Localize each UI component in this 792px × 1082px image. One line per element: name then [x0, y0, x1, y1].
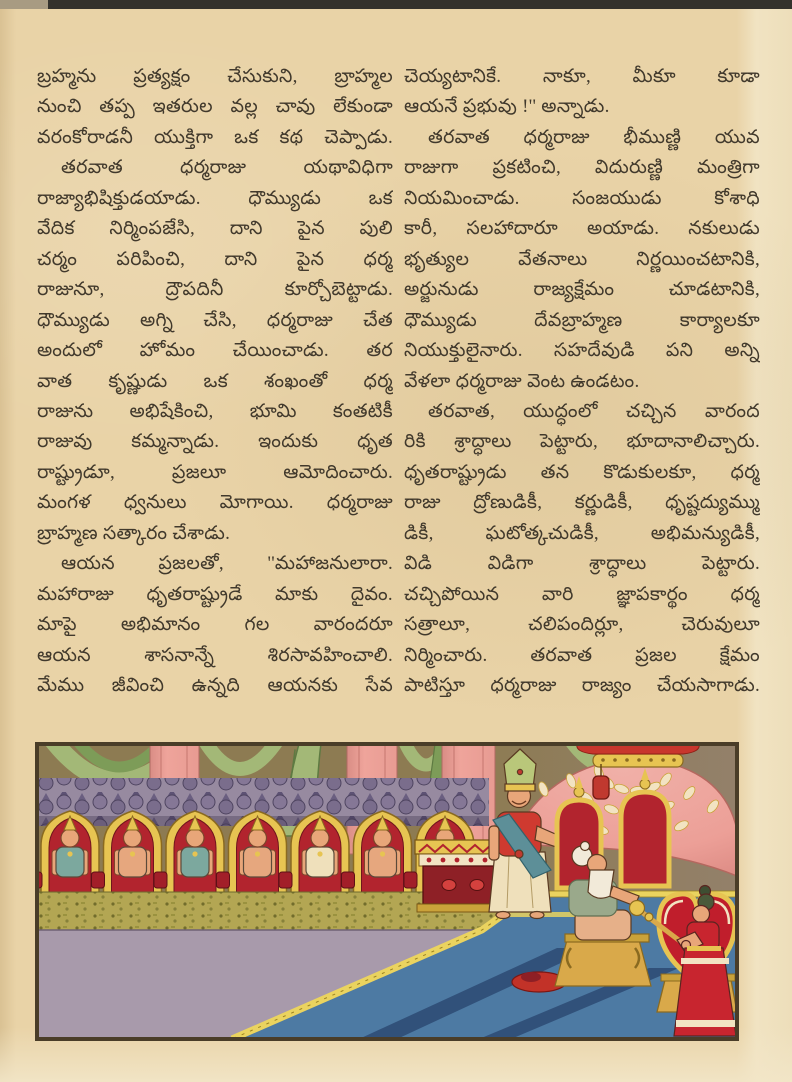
text-line: వరంకోరాడనీ యుక్తిగా ఒక కథ చెప్పాడు.	[37, 126, 393, 148]
text-line: మంగళ ధ్వనులు మోగాయి. ధర్మరాజు	[37, 492, 393, 514]
text-line: ధౌమ్యుడు దేవబ్రాహ్మణ కార్యాలకూ	[404, 309, 760, 331]
text-line: చర్మం పరిపించి, దాని పైన ధర్మ	[37, 248, 393, 270]
scan-edge-top	[48, 0, 792, 9]
text-line: ఆయన శాసనాన్నే శిరసావహించాలి.	[37, 644, 393, 666]
text-line: చచ్చిపోయిన వారి జ్ఞాపకార్థం ధర్మ	[404, 583, 760, 605]
text-line: వేళలా ధర్మరాజు వెంట ఉండటం.	[404, 370, 640, 392]
text-line: భృత్యుల వేతనాలు నిర్ణయించటానికి,	[404, 248, 760, 270]
text-line: వాత కృష్ణుడు ఒక శంఖంతో ధర్మ	[37, 370, 393, 392]
text-line: బ్రహ్మను ప్రత్యక్షం చేసుకుని, బ్రాహ్మల	[37, 66, 393, 87]
text-line: ధౌమ్యుడు అగ్ని చేసి, ధర్మరాజు చేత	[37, 309, 393, 331]
text-line: అందులో హోమం చేయించాడు. తర	[37, 340, 393, 362]
text-line: రాజునూ, ద్రౌపదినీ కూర్చోబెట్టాడు.	[37, 279, 393, 301]
text-line: తరవాత, యుద్ధంలో చచ్చిన వారంద	[428, 400, 760, 422]
text-line: వేదిక నిర్మింపజేసి, దాని పైన పులి	[37, 218, 393, 240]
text-line: ఆయన ప్రజలతో, ''మహాజనులారా.	[61, 553, 393, 575]
text-line: కారీ, సలహాదారూ అయాడు. నకులుడు	[404, 218, 760, 240]
scan-edge-top-left	[0, 0, 48, 9]
text-line: రాజ్యాభిషిక్తుడయాడు. ధౌమ్యుడు ఒక	[37, 187, 393, 209]
text-line: రాజును అభిషేకించి, భూమి కంతటికీ	[37, 400, 393, 422]
text-line: తరవాత ధర్మరాజు యథావిధిగా	[61, 157, 393, 179]
text-line: డికీ, ఘటోత్కచుడికీ, అభిమన్యుడికీ,	[404, 522, 760, 544]
text-line: సత్రాలూ, చలిపందిర్లూ, చెరువులూ	[404, 614, 760, 636]
text-column-left	[37, 62, 393, 707]
text-line: మహారాజు ధృతరాష్ట్రుడే మాకు దైవం.	[37, 583, 393, 605]
text-line: తరవాత ధర్మరాజు భీముణ్ణి యువ	[428, 126, 760, 148]
text-line: ఆయనే ప్రభువు !'' అన్నాడు.	[404, 96, 610, 118]
text-column-right	[404, 62, 760, 707]
text-line: నియమించాడు. సంజయుడు కోశాధి	[404, 187, 760, 209]
text-line: రాజుగా ప్రకటించి, విదురుణ్ణి మంత్రిగా	[404, 157, 760, 179]
text-line: చెయ్యటానికే. నాకూ, మీకూ కూడా	[404, 66, 760, 87]
text-line: రాష్ట్రుడూ, ప్రజలూ ఆమోదించారు.	[37, 461, 393, 483]
text-line: నియుక్తులైనారు. సహదేవుడి పని అన్ని	[404, 340, 760, 362]
text-line: విడి విడిగా శ్రాద్ధాలు పెట్టారు.	[404, 553, 760, 575]
text-line: మేము జీవించి ఉన్నది ఆయనకు సేవ	[37, 675, 393, 697]
text-line: పాటిస్తూ ధర్మరాజు రాజ్యం చేయసాగాడు.	[404, 675, 760, 697]
text-line: రాజు ద్రోణుడికీ, కర్ణుడికీ, ధృష్టద్యుమ్ము	[404, 492, 760, 514]
text-line: బ్రాహ్మణ సత్కారం చేశాడు.	[37, 522, 231, 544]
text-line: నిర్మించారు. తరవాత ప్రజల క్షేమం	[404, 644, 760, 666]
text-line: నుంచి తప్ప ఇతరుల వల్ల చావు లేకుండా	[37, 96, 393, 118]
court-scene	[37, 744, 737, 1039]
text-line: అర్జునుడు రాజ్యక్షేమం చూడటానికి,	[404, 279, 760, 301]
text-line: ధృతరాష్ట్రుడు తన కొడుకులకూ, ధర్మ	[404, 461, 760, 483]
text-line: రాజువు కమ్మన్నాడు. ఇందుకు ధృత	[37, 431, 393, 453]
illustration	[35, 742, 739, 1041]
text-line: రికి శ్రాద్ధాలు పెట్టారు, భూదానాలిచ్చారు.	[404, 431, 760, 453]
text-line: మాపై అభిమానం గల వారందరూ	[37, 614, 393, 636]
